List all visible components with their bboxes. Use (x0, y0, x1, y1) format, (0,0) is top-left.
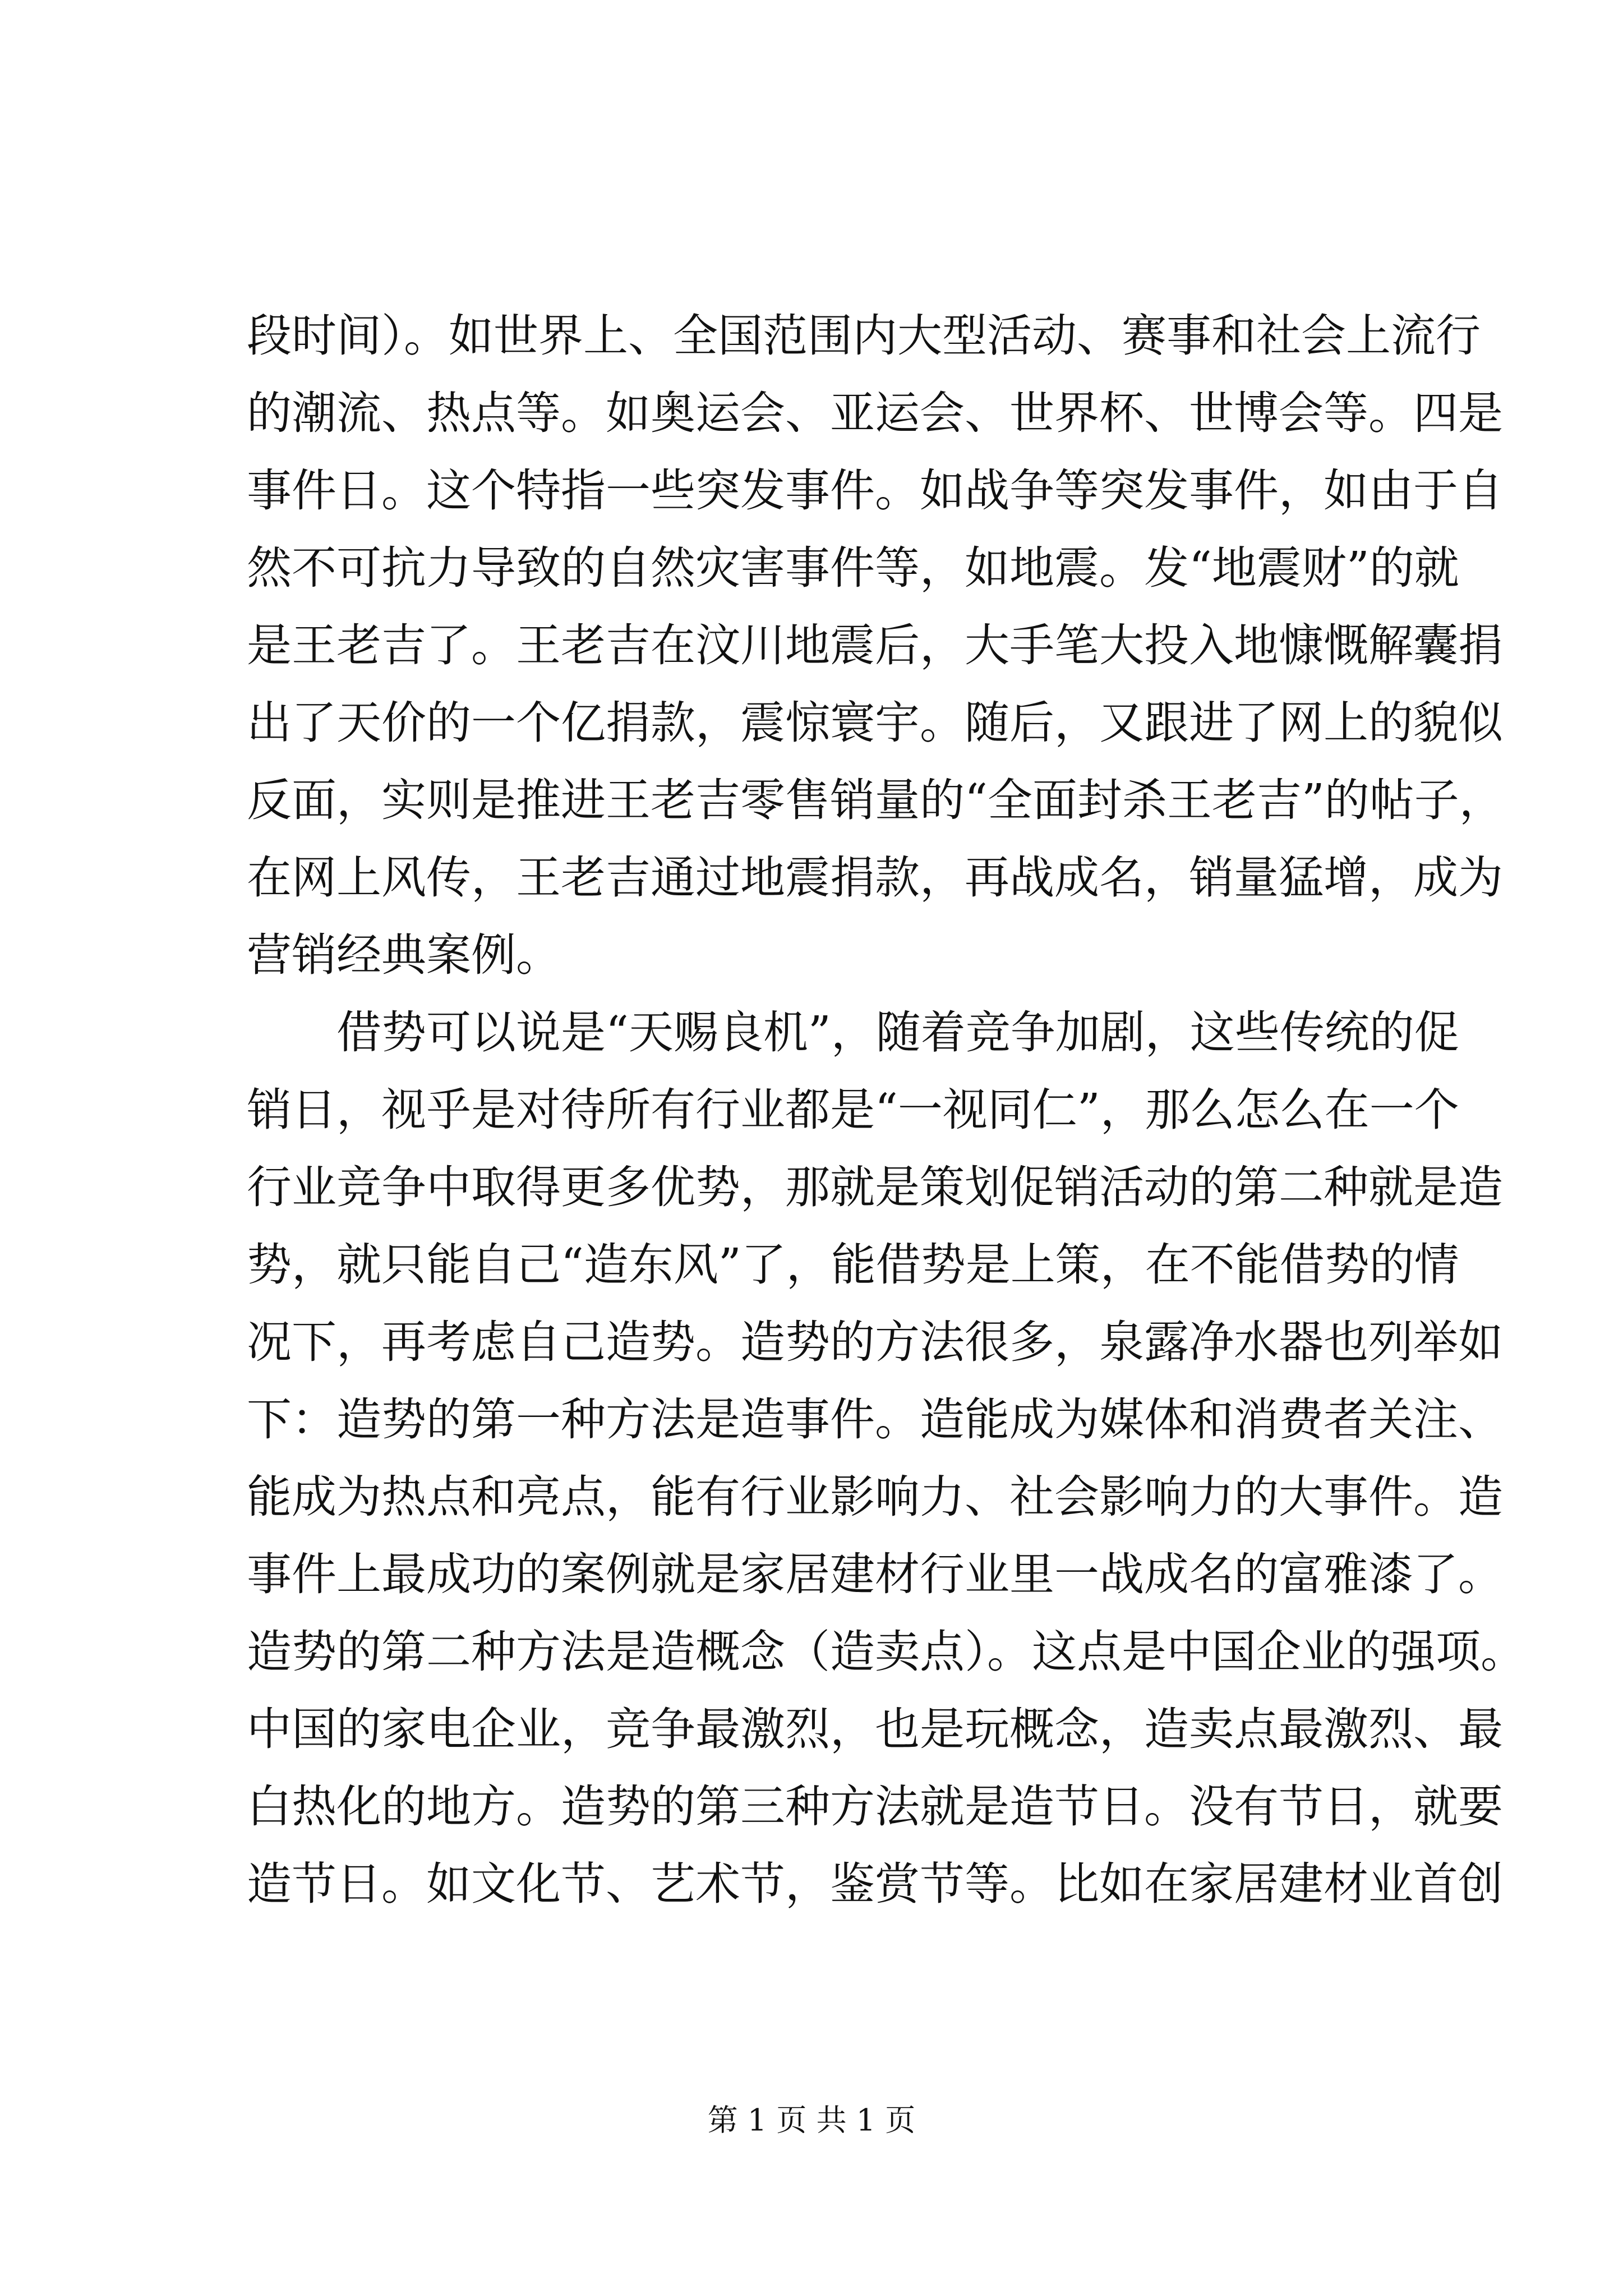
text-line: 造势的第二种方法是造概念（造卖点）。这点是中国企业的强项。 (247, 1626, 1525, 1678)
body-text (247, 297, 1525, 1923)
text-line: 势，就只能自己“造东风”了，能借势是上策，在不能借势的情 (247, 1239, 1459, 1291)
paragraph-first-line: 借势可以说是“天赐良机”，随着竞争加剧，这些传统的促 (336, 1006, 1459, 1059)
text-line: 况下，再考虑自己造势。造势的方法很多，泉露净水器也列举如 (247, 1316, 1503, 1368)
text-line: 是王老吉了。王老吉在汶川地震后，大手笔大投入地慷慨解囊捐 (247, 619, 1503, 671)
text-line: 造节日。如文化节、艺术节，鉴赏节等。比如在家居建材业首创 (247, 1858, 1503, 1910)
text-line: 在网上风传，王老吉通过地震捐款，再战成名，销量猛增，成为 (247, 852, 1503, 904)
text-line: 营销经典案例。 (247, 929, 561, 981)
text-line: 的潮流、热点等。如奥运会、亚运会、世界杯、世博会等。四是 (247, 387, 1503, 439)
text-line: 中国的家电企业，竞争最激烈，也是玩概念，造卖点最激烈、最 (247, 1703, 1503, 1755)
text-line: 白热化的地方。造势的第三种方法就是造节日。没有节日，就要 (247, 1780, 1503, 1833)
text-line: 事件日。这个特指一些突发事件。如战争等突发事件，如由于自 (247, 464, 1503, 517)
text-line: 下：造势的第一种方法是造事件。造能成为媒体和消费者关注、 (247, 1393, 1503, 1446)
page-footer: 第 1 页 共 1 页 (707, 2102, 916, 2138)
text-line: 出了天价的一个亿捐款，震惊寰宇。随后，又跟进了网上的貌似 (247, 697, 1503, 749)
text-line: 段时间）。如世界上、全国范围内大型活动、赛事和社会上流行 (247, 310, 1481, 362)
text-line: 销日，视乎是对待所有行业都是“一视同仁”，那么怎么在一个 (247, 1084, 1459, 1136)
text-line: 反面，实则是推进王老吉零售销量的“全面封杀王老吉”的帖子， (247, 774, 1504, 826)
text-line: 然不可抗力导致的自然灾害事件等，如地震。发“地震财”的就 (247, 542, 1459, 594)
text-line: 能成为热点和亮点，能有行业影响力、社会影响力的大事件。造 (247, 1471, 1503, 1523)
text-line: 行业竞争中取得更多优势，那就是策划促销活动的第二种就是造 (247, 1161, 1503, 1213)
text-line: 事件上最成功的案例就是家居建材行业里一战成名的富雅漆了。 (247, 1548, 1503, 1600)
